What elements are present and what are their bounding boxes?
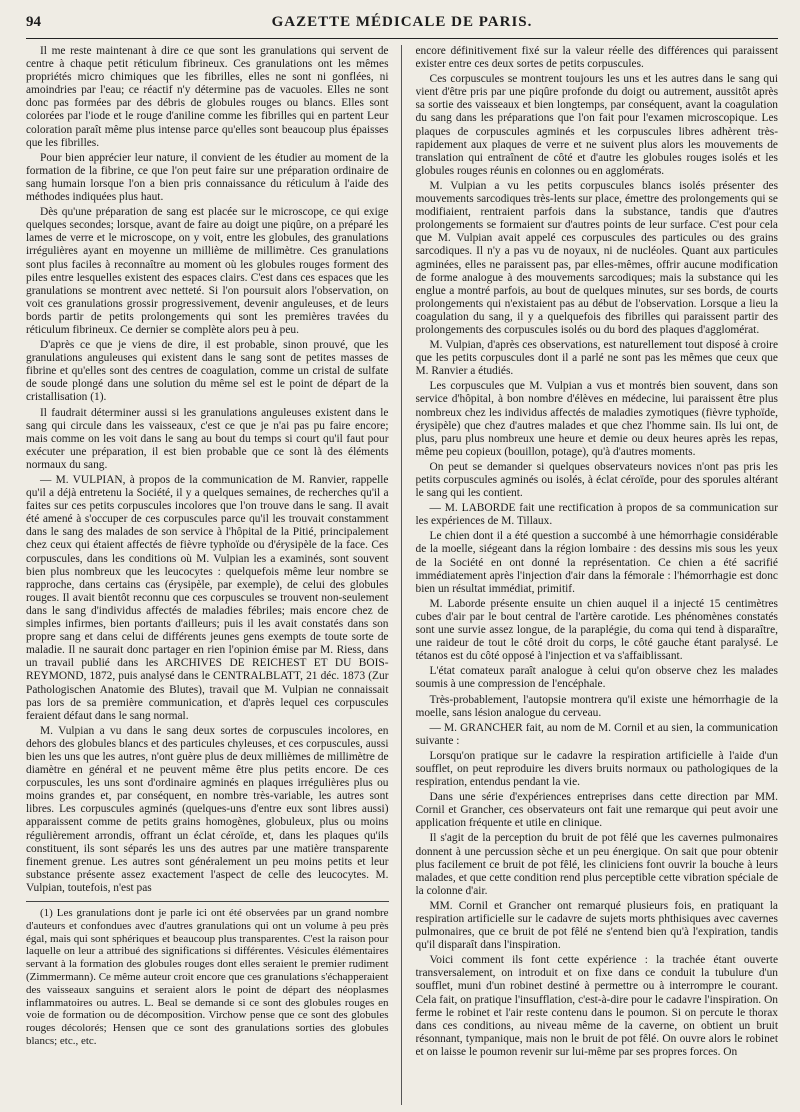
text-columns bbox=[26, 45, 778, 1105]
paragraph: M. Laborde présente ensuite un chien auquel il a injecté 15 centimètres cubes d'air par le bout central de l'artère carotide. Les phénomènes constatés sont une survie assez longue, de la paraplégie, du coma qui tend à disparaître, une raideur de tout le côté droit du corps, le côté gauche étant paralysé. Le tétanos est du côté opposé à l'injection et va s'affaiblissant. bbox=[415, 597, 778, 663]
paragraph: Voici comment ils font cette expérience : la trachée étant ouverte transversalement, on introduit et on fixe dans ce conduit la tubulure d'un soufflet, muni d'un robinet destiné à permettre ou à interrompre le courant. Cela fait, on pratique l'insufflation, c'est-à-dire pour le cadavre l'inspiration. On ferme le robinet et l'air reste contenu dans le poumon. Si on percute le thorax dans ces conditions, au niveau même de la caverne, on obtient un bruit résonnant, tympanique, mais non le bruit de pot fêlé. On ouvre alors le robinet et on laisse le poumon revenir sur lui-même par ses propres forces. On bbox=[415, 954, 778, 1058]
paragraph: Dès qu'une préparation de sang est placée sur le microscope, ce qui exige quelques secondes; lorsque, avant de faire au doigt une piqûre, on a préparé les lames de verre et le microscope, on y voit, entre les globules, des granulations irrégulières ayant en moyenne un millième de millimètre. Ces granulations sont plus faciles à reconnaître au moment où les globules rouges forment des piles entre lesquelles existent des espaces clairs. C'est dans ces espaces que les granulations se montrent avec netteté. Si l'on poursuit alors l'observation, on voit ces granulations grossir progressivement, devenir anguleuses, et de leurs bords partir de petits prolongements qui sont les premières travées du réticulum fibrineux. Ce dernier se complète alors peu à peu. bbox=[26, 206, 389, 336]
paragraph: Ces corpuscules se montrent toujours les uns et les autres dans le sang qui vient d'être pris par une piqûre profonde du doigt ou autrement, aussitôt après sa sortie des vaisseaux et bien longtemps, par conséquent, avant la coagulation du sang dans les préparations que l'on fait pour l'examen microscopique. Les plaques de corpuscules agminés et les corpuscules libres adhèrent très-rapidement aux plaques de verre et ne suivent plus alors les mouvements de translation qui entraînent de côté et d'autre les globules rouges isolés et les globules rouges réunis en colonnes ou en agglomérats. bbox=[415, 73, 778, 177]
paragraph: L'état comateux paraît analogue à celui qu'on observe chez les malades soumis à une compression de l'encéphale. bbox=[415, 665, 778, 691]
paragraph: Il faudrait déterminer aussi si les granulations anguleuses existent dans le sang qui circule dans les vaisseaux, c'est ce que je n'ai pas pu faire encore; mais comme on les voit dans le sang au bout du temps si court qu'il faut pour exécuter une préparation, il est bien probable que ce sont là des éléments normaux du sang. bbox=[26, 406, 389, 471]
footnote bbox=[26, 907, 389, 1048]
paragraph: — M. LABORDE fait une rectification à propos de sa communication sur les expériences de M. Tillaux. bbox=[415, 502, 778, 528]
paragraph: Le chien dont il a été question a succombé à une hémorrhagie considérable de la moelle, siégeant dans la région lombaire : des dessins mis sous les yeux de la Société en ont donné la représentation. Ce chien a été sacrifié immédiatement après l'injection d'air dans la fémorale : l'hémorrhagie est donc bien un résultat immédiat, primitif. bbox=[415, 530, 778, 595]
paragraph: Il me reste maintenant à dire ce que sont les granulations qui servent de centre à chaque petit réticulum fibrineux. Ces granulations ont les mêmes propriétés micro chimiques que les fibrilles, elles ne sont ni gonflées, ni amoindries par l'eau; ce réactif n'y détermine pas de vacuoles. Elles ne sont donc pas formées par des débris de globules rouges ou blancs. Elles sont colorées par l'iode et le rouge d'aniline comme les fibrilles qui en partent Leur coloration paraît même plus intense parce qu'elles sont beaucoup plus épaisses que les fibrilles. bbox=[26, 45, 389, 149]
paragraph: MM. Cornil et Grancher ont remarqué plusieurs fois, en pratiquant la respiration artificielle sur le cadavre de sujets morts phthisiques avec cavernes pulmonaires, que ce bruit de pot fêlé ne s'entend bien qu'à l'expiration, tandis qu'il disparaît dans l'inspiration. bbox=[415, 899, 778, 952]
paragraph: Très-probablement, l'autopsie montrera qu'il existe une hémorrhagie de la moelle, sans lésion analogue du cerveau. bbox=[415, 693, 778, 719]
paragraph: encore définitivement fixé sur la valeur réelle des différences qui paraissent exister entre ces deux sortes de petits corpuscules. bbox=[415, 45, 778, 71]
footnote-text: (1) Les granulations dont je parle ici ont été observées par un grand nombre d'auteurs et confondues avec d'autres granulations qui ont un volume à peu près égal, mais qui sont sphériques et beaucoup plus transparentes. C'est la raison pour laquelle on leur a attribué des significations si différentes. Vésicules élémentaires servant à la formation des globules rouges dont elles seraient le premier rudiment (Zimmermann). Ce même auteur croit encore que ces granulations s'échapperaient des vaisseaux sanguins et seraient alors le point de départ des néoplasmes inflammatoires ou autres. L. Beal se demande si ce sont des globules rouges en voie de formation ou de décomposition. Virchow pense que ce sont des globules rouges décolorés; Hensen que ce sont des granulations sorties des globules blancs; etc., etc. bbox=[26, 907, 389, 1047]
paragraph: M. Vulpian a vu les petits corpuscules blancs isolés présenter des mouvements sarcodiques très-lents sur place, émettre des prolongements qui se modifiaient, rentraient parfois dans la substance, tandis que d'autres prolongements se formaient sur d'autres points de leur surface. C'est pour cela que M. Vulpian avait appelé ces corpuscules des particules ou des grains sarcodiques. Il n'y a pas vu de noyaux, ni de nucléoles. Quant aux particules agminées, elles ne paraissent pas, par elles-mêmes, offrir aucune modification de forme analogue à des mouvements sarcodiques; mais la substance qui les englue a montré parfois, au bout de quelques minutes, sur ses bords, de courts prolongements qui n'existaient pas au début de l'observation. Lorsque a lieu la coagulation du sang, il y a quelquefois des fibrilles qui paraissent partir des prolongements des corpuscules isolés ou du bord des plaques d'agglomérat. bbox=[415, 179, 778, 336]
footnote-divider bbox=[26, 901, 389, 902]
paragraph: Lorsqu'on pratique sur le cadavre la respiration artificielle à l'aide d'un soufflet, on peut reproduire les divers bruits normaux ou pathologiques de la respiration, entendus pendant la vie. bbox=[415, 749, 778, 789]
paragraph: M. Vulpian, d'après ces observations, est naturellement tout disposé à croire que les petits corpuscules dont il a parlé ne sont pas les mêmes que ceux que M. Ranvier a étudiés. bbox=[415, 339, 778, 378]
right-column bbox=[416, 45, 779, 1105]
page-number: 94 bbox=[26, 14, 41, 30]
page-header bbox=[26, 14, 778, 39]
paragraph: Il s'agit de la perception du bruit de pot fêlé que les cavernes pulmonaires donnent à une percussion sèche et un peu énergique. On sait que pour obtenir plus facilement ce bruit de pot fêlé, les cliniciens font ouvrir la bouche à leurs malades, et que cette condition rend plus perceptible cette vibration spéciale de la colonne d'air. bbox=[415, 832, 778, 897]
paragraph: D'après ce que je viens de dire, il est probable, sinon prouvé, que les granulations anguleuses qui existent dans le sang sont de petites masses de fibrine et qu'elles sont des centres de coagulation, comme un cristal de sulfate de soude plongé dans une solution du même sel est le point de départ de la cristallisation (1). bbox=[26, 339, 389, 404]
paragraph: Pour bien apprécier leur nature, il convient de les étudier au moment de la formation de la fibrine, ce que l'on peut faire sur une préparation ordinaire de sang humain lorsque l'on a bien pris connaissance du réticulum à l'aide des méthodes indiquées plus haut. bbox=[26, 151, 389, 204]
paragraph: — M. VULPIAN, à propos de la communication de M. Ranvier, rappelle qu'il a déjà entretenu la Société, il y a quelques semaines, de recherches qu'il a faites sur ces petits corpuscules incolores que l'on trouve dans le sang. Il avait été amené à s'occuper de ces corpuscules parce qu'il les trouvait constamment dans le sang des malades de son service à l'hôpital de la Pitié, principalement chez ceux qui étaient affectés de fièvre typhoïde ou d'érysipèle de la face. Ces corpuscules, dans les conditions où M. Vulpian les a examinés, sont souvent bien plus nombreux que les leucocytes : quelquefois même leur nombre se rapproche, dans certains cas (érysipèle, par exemple), de celui des globules rouges. Il avait bientôt reconnu que ces corpuscules se trouvent non-seulement dans le sang d'individus affectés de maladies fébriles; mais encore chez de simples infirmes, bien portants d'ailleurs; puis il les avait constatés dans son propre sang et dans celui de différents jeunes gens exempts de toute sorte de maladie. Il ne saurait donc partager en rien l'opinion émise par M. Riess, dans un travail publié dans les ARCHIVES DE REICHEST ET DU BOIS-REYMOND, 1872, puis analysé dans le CENTRALBLATT, 21 déc. 1873 (Zur Pathologischen Anatomie des Blutes), travail que M. Vulpian ne connaissait pas lors de sa première communication, et d'après lequel ces corpuscules feraient défaut dans le sang normal. bbox=[26, 474, 389, 722]
journal-title: GAZETTE MÉDICALE DE PARIS. bbox=[271, 14, 533, 30]
paragraph: — M. GRANCHER fait, au nom de M. Cornil et au sien, la communication suivante : bbox=[415, 721, 778, 747]
paragraph: Dans une série d'expériences entreprises dans cette direction par MM. Cornil et Grancher, ces observateurs ont fait une remarque qui peut avoir une application fréquente et utile en clinique. bbox=[415, 791, 778, 830]
paragraph: M. Vulpian a vu dans le sang deux sortes de corpuscules incolores, en dehors des globules blancs et des particules chyleuses, et ces corpuscules, aussi bien les uns que les autres, n'ont guère plus de deux millièmes de millimètre de diamètre en général et ne peuvent même être plus petits encore. De ces corpuscules, les uns sont d'ordinaire agminés en plaques irrégulières plus ou moins grandes et, par conséquent, en nombre très-variable, les autres sont libres. Les corpuscules agminés (quelques-uns d'entre eux sont libres aussi) apparaissent comme de petits grains homogènes, globuleux, plus ou moins régulièrement arrondis, offrant un éclat céroïde, et, dans les plaques qu'ils constituent, ils sont séparés les uns des autres par une matière transparente finement grenue. Les autres sont généralement un peu moins petits et leur substance présente assez exactement l'aspect de celle des leucocytes. M. Vulpian, toutefois, n'est pas bbox=[26, 724, 389, 894]
paragraph: Les corpuscules que M. Vulpian a vus et montrés bien souvent, dans son service d'hôpital, à bon nombre d'élèves en médecine, lui paraissent être plus nombreux chez les individus affectés de maladies zymotiques (fièvre typhoïde, érysipèle) que chez d'autres malades et que chez l'homme sain. Ils lui ont, de plus, paru plus nombreux une heure et demie ou deux heures après les repas, même peu copieux (bouillon, potage), qu'à d'autres moments. bbox=[415, 380, 778, 458]
paragraph: On peut se demander si quelques observateurs novices n'ont pas pris les petits corpuscules agminés ou isolés, à éclat céroïde, pour des sporules altérant le sang qui les contient. bbox=[415, 460, 778, 500]
left-column bbox=[26, 45, 402, 1105]
